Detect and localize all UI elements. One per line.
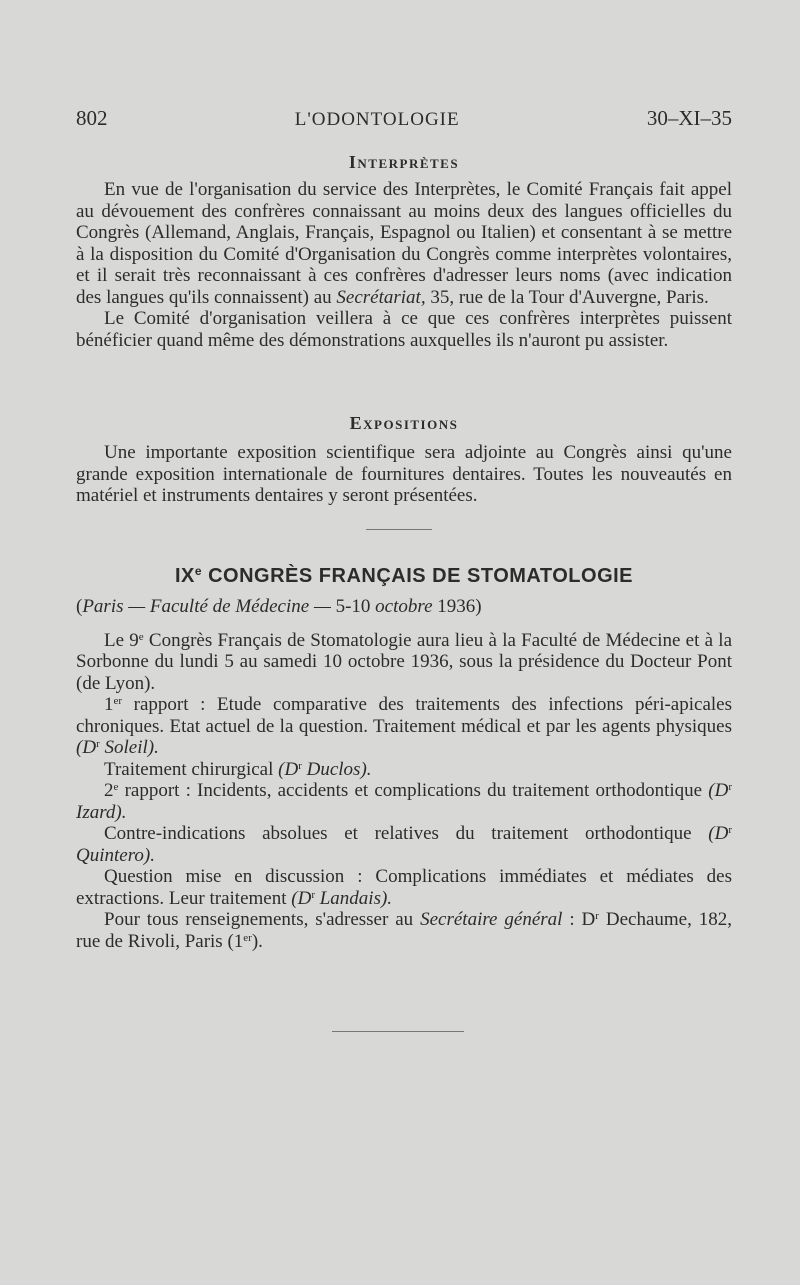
section-divider [366,529,432,530]
section-congres [76,565,732,952]
expositions-paragraph: Une importante exposition scientifique sera adjointe au Congrès ainsi qu'une grande exposition internationale de fournitures dentaires. Toutes les nouveautés en matériel et instruments dentaires y seront présentées. [76,442,732,506]
section-title-interpretes: Interprètes [348,152,460,172]
section-interpretes [76,152,732,351]
congres-rapport-1: 1er rapport : Etude comparative des traitements des infections péri-apicales chroniques. Etat actuel de la question. Traitement médical et par les agents physiques ($D^r$ Soleil). [76,694,732,758]
section-title-expositions: Expositions [349,413,459,433]
congres-rapport-1-chirurgical: Traitement chirurgical ($D^r$ Duclos). [104,758,372,780]
congres-renseignements: Pour tous renseignements, s'adresser au Secrétaire général : $D^r$ Dechaume, 182, rue de Rivoli, Paris (1er). [76,909,733,952]
journal-title: L'ODONTOLOGIE [294,109,460,130]
interpretes-paragraph-1: En vue de l'organisation du service des Interprètes, le Comité Français fait appel au dévouement des confrères connaissant au moins deux des langues officielles du Congrès (Allemand, Anglais, Français, Espagnol ou Italien) et consentant à se mettre à la disposition du Comité d'Organisation du Congrès comme interprètes volontaires, et il serait très reconnaissant à ces confrères d'adresser leurs noms (avec indication des langues qu'ils connaissent) au Secrétariat, 35, rue de la Tour d'Auvergne, Paris. [76,179,732,308]
interpretes-paragraph-2: Le Comité d'organisation veillera à ce que ces confrères interprètes puissent bénéficier quand même des démonstrations auxquelles ils n'auront pu assister. [76,308,732,351]
end-divider [332,1031,464,1032]
congres-rapport-2: 2e rapport : Incidents, accidents et complications du traitement orthodontique ($D^r$ Izard). [76,780,732,823]
section-expositions [76,413,732,507]
congres-title: IXe CONGRÈS FRANÇAIS DE STOMATOLOGIE [174,564,634,587]
running-header [76,106,732,131]
page-number: 802 [76,106,108,130]
congres-contre-indications: Contre-indications absolues et relatives du traitement orthodontique ($D^r$ Quintero). [76,823,732,866]
congres-paragraph-intro: Le 9e Congrès Français de Stomatologie aura lieu à la Faculté de Médecine et à la Sorbonne du lundi 5 au samedi 10 octobre 1936, sous la présidence du Docteur Pont (de Lyon). [76,629,733,694]
congres-question-discussion: Question mise en discussion : Complications immédiates et médiates des extractions. Leur traitement ($D^r$ Landais). [76,866,732,909]
congres-subtitle: (Paris — Faculté de Médecine — 5-10 octobre 1936) [76,596,482,617]
issue-date: 30–XI–35 [646,106,732,130]
